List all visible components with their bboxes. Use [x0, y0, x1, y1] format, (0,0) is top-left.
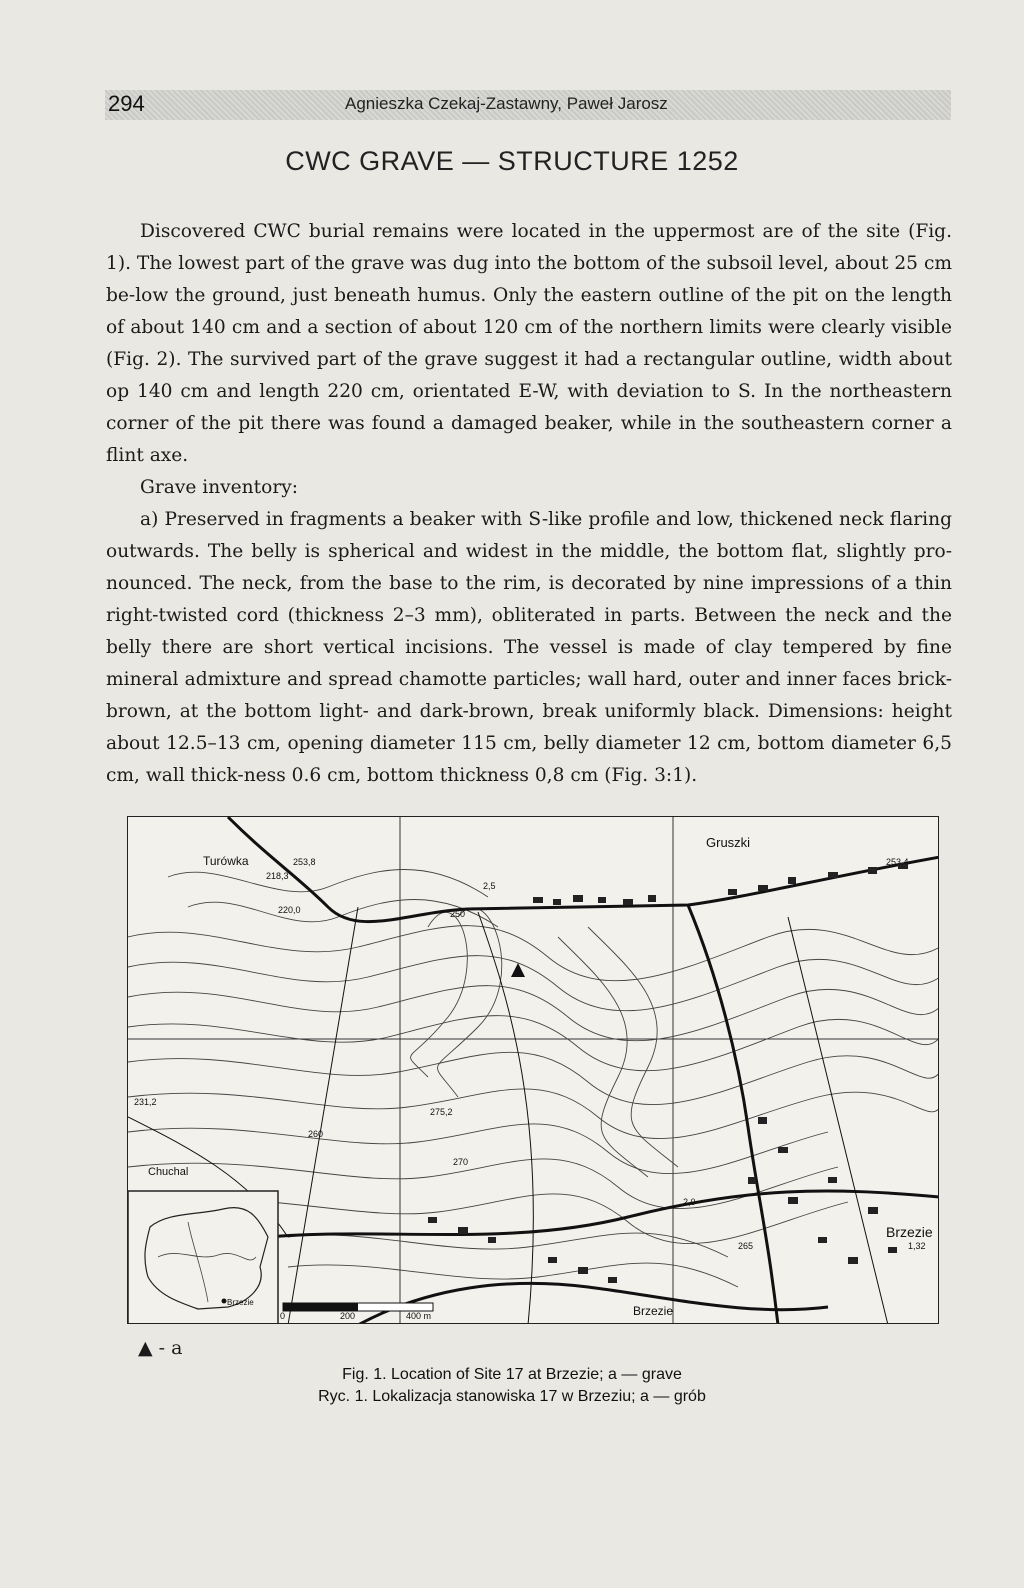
page-number: 294 — [108, 91, 145, 116]
inset-map — [128, 1191, 278, 1324]
scale-label: 400 m — [406, 1311, 432, 1321]
paragraph-intro: Discovered CWC burial remains were located in the uppermost are of the site (Fig. 1). The lowest part of the grave was dug into the bottom of the subsoil level, about 25 cm be-low the ground, just beneath humus. Only the eastern outline of the pit on the length of about 140 cm and a section of about 120 cm of the northern limits were clearly visible (Fig. 2). The survived part of the grave suggest it had a rectangular outline, width about op 140 cm and length 220 cm, orientated E-W, with deviation to S. In the northeastern corner of the pit there was found a damaged beaker, while in the southeastern corner a flint axe. — [106, 221, 952, 466]
section-title: CWC GRAVE — STRUCTURE 1252 — [285, 146, 739, 176]
inset-label-brzezie: Brzezie — [227, 1298, 254, 1307]
map-legend — [138, 1337, 182, 1359]
map-label-brzezie-south: Brzezie — [633, 1304, 674, 1318]
elevation-label: 2,5 — [483, 881, 496, 891]
figure-caption-en: Fig. 1. Location of Site 17 at Brzezie; a — grave — [342, 1366, 682, 1383]
elevation-label: 260 — [308, 1129, 324, 1139]
elevation-label: 1,32 — [908, 1241, 926, 1251]
body-text — [106, 216, 952, 792]
map-label-turowka: Turówka — [203, 854, 249, 868]
elevation-label: 218,3 — [266, 871, 289, 881]
legend-text: - a — [158, 1337, 183, 1359]
location-map — [127, 816, 939, 1324]
elevation-label: 250 — [450, 909, 466, 919]
roads — [228, 817, 939, 1324]
elevation-label: 265 — [738, 1241, 754, 1251]
buildings — [428, 863, 908, 1283]
running-head: Agnieszka Czekaj-Zastawny, Paweł Jarosz — [345, 94, 668, 113]
map-graphic — [128, 817, 939, 1324]
elevation-label: 253,4 — [886, 857, 909, 867]
elevation-label: 2,0 — [683, 1197, 696, 1207]
scale-bar — [280, 1303, 433, 1321]
elevation-label: 220,0 — [278, 905, 301, 915]
triangle-icon: ▲ — [138, 1337, 153, 1359]
map-label-brzezie-east: Brzezie — [886, 1224, 933, 1240]
map-label-chuchal: Chuchal — [148, 1166, 189, 1178]
paragraph-beaker-description: a) Preserved in fragments a beaker with S-like profile and low, thickened neck flaring outwards. The belly is spherical and widest in the middle, the bottom flat, slightly pro-nounced. The neck, from the base to the rim, is decorated by nine impressions of a thin right-twisted cord (thickness 2–3 mm), obliterated in parts. Between the neck and the belly there are short vertical incisions. The vessel is made of clay tempered by fine mineral admixture and spread chamotte particles; wall hard, outer and inner faces brick-brown, at the bottom light- and dark-brown, break uniformly black. Dimensions: height about 12.5–13 cm, opening diameter 115 cm, belly diameter 12 cm, bottom diameter 6,5 cm, wall thick-ness 0.6 cm, bottom thickness 0,8 cm (Fig. 3:1). — [106, 509, 952, 786]
elevation-label: 253,8 — [293, 857, 316, 867]
scale-label: 0 — [280, 1311, 286, 1321]
paragraph-inventory-heading: Grave inventory: — [140, 477, 298, 498]
scale-label: 200 — [340, 1311, 356, 1321]
elevation-label: 231,2 — [134, 1097, 157, 1107]
map-label-gruszki: Gruszki — [706, 835, 751, 850]
figure-caption-pl: Ryc. 1. Lokalizacja stanowiska 17 w Brzeziu; a — grób — [318, 1388, 706, 1405]
elevation-label: 275,2 — [430, 1107, 453, 1117]
elevation-label: 270 — [453, 1157, 469, 1167]
